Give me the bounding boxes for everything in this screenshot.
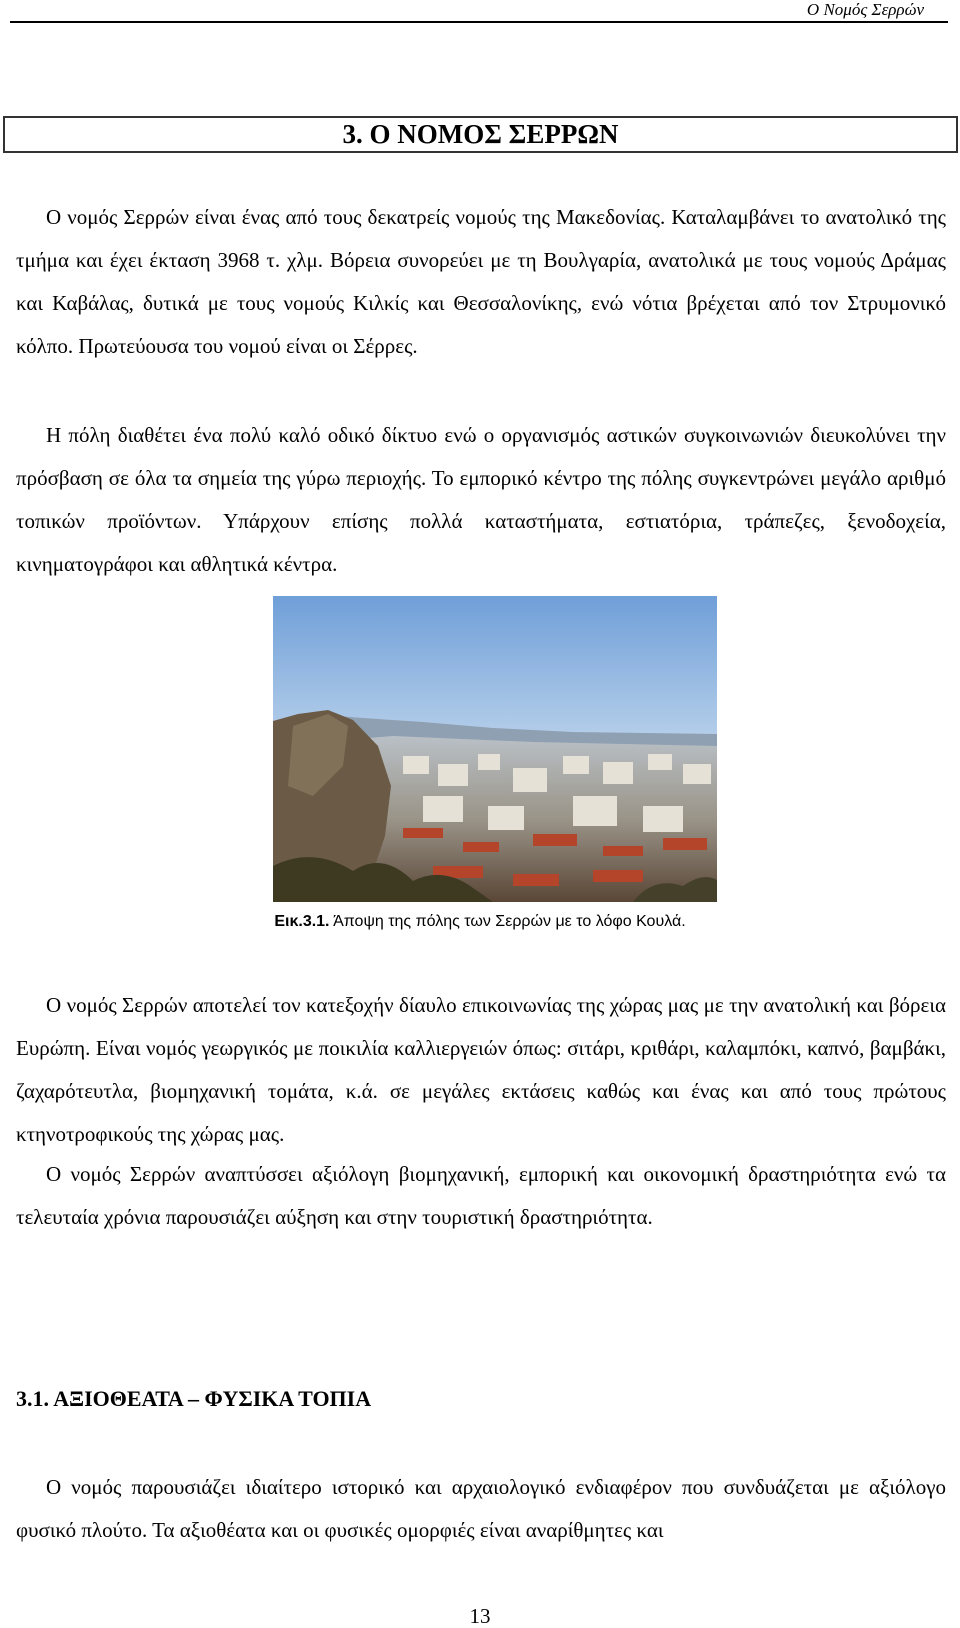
figure-label: Εικ.3.1.	[274, 913, 330, 930]
figure-caption	[0, 912, 960, 932]
paragraph-1: Ο νομός Σερρών είναι ένας από τους δεκατρείς νομούς της Μακεδονίας. Καταλαμβάνει το ανατολικό της τμήμα και έχει έκταση 3968 τ. χλμ. Βόρεια συνορεύει με τη Βουλγαρία, ανατολικά με τους νομούς Δράμας και Καβάλας, δυτικά με τους νομούς Κιλκίς και Θεσσαλονίκης, ενώ νότια βρέχεται από τον Στρυμονικό κόλπο. Πρωτεύουσα του νομού είναι οι Σέρρες.	[16, 205, 946, 358]
page-number: 13	[469, 1604, 491, 1628]
chapter-title: 3. Ο ΝΟΜΟΣ ΣΕΡΡΩΝ	[342, 119, 619, 149]
section-heading: 3.1. ΑΞΙΟΘΕΑΤΑ – ΦΥΣΙΚΑ ΤΟΠΙΑ	[16, 1386, 372, 1411]
paragraph-5: Ο νομός παρουσιάζει ιδιαίτερο ιστορικό και αρχαιολογικό ενδιαφέρον που συνδυάζεται με αξιόλογο φυσικό πλούτο. Τα αξιοθέατα και οι φυσικές ομορφιές είναι αναρίθμητες και	[16, 1475, 946, 1542]
figure-caption-text: Άποψη της πόλης των Σερρών με το λόφο Κουλά.	[329, 913, 686, 930]
header-rule	[10, 21, 948, 23]
paragraph-2: Η πόλη διαθέτει ένα πολύ καλό οδικό δίκτυο ενώ ο οργανισμός αστικών συγκοινωνιών διευκολύνει την πρόσβαση σε όλα τα σημεία της γύρω περιοχής. Το εμπορικό κέντρο της πόλης συγκεντρώνει μεγάλο αριθμό τοπικών προϊόντων. Υπάρχουν επίσης πολλά καταστήματα, εστιατόρια, τράπεζες, ξενοδοχεία, κινηματογράφοι και αθλητικά κέντρα.	[16, 423, 946, 576]
chapter-title-box	[3, 116, 958, 153]
running-header-title: Ο Νομός Σερρών	[806, 0, 924, 19]
city-photo-drawing	[273, 596, 717, 902]
city-photo	[273, 596, 717, 902]
paragraph-4: Ο νομός Σερρών αναπτύσσει αξιόλογη βιομηχανική, εμπορική και οικονομική δραστηριότητα ενώ τα τελευταία χρόνια παρουσιάζει αύξηση και στην τουριστική δραστηριότητα.	[16, 1162, 946, 1229]
paragraph-3: Ο νομός Σερρών αποτελεί τον κατεξοχήν δίαυλο επικοινωνίας της χώρας μας με την ανατολική και βόρεια Ευρώπη. Είναι νομός γεωργικός με ποικιλία καλλιεργειών όπως: σιτάρι, κριθάρι, καλαμπόκι, καπνό, βαμβάκι, ζαχαρότευτλα, βιομηχανική τομάτα, κ.ά. σε μεγάλες εκτάσεις καθώς και ένας και από τους πρώτους κτηνοτροφικούς της χώρας μας.	[16, 993, 946, 1146]
